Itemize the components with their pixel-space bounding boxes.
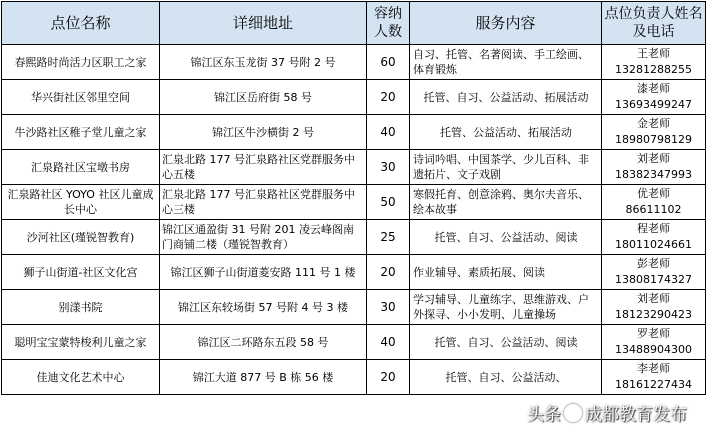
contact-phone: 13281288255 bbox=[615, 63, 692, 76]
cell-name: 汇泉路社区 YOYO 社区儿童成长中心 bbox=[2, 185, 160, 220]
contact-name: 漆老师 bbox=[637, 82, 670, 95]
cell-services: 托管、自习、公益活动、阅读 bbox=[410, 220, 602, 255]
contact-phone: 18123290423 bbox=[615, 308, 692, 321]
cell-capacity: 25 bbox=[367, 220, 410, 255]
header-contact: 点位负责人姓名及电话 bbox=[602, 2, 706, 45]
contact-phone: 13808174327 bbox=[615, 273, 692, 286]
cell-name: 聪明宝宝蒙特梭利儿童之家 bbox=[2, 325, 160, 360]
cell-contact bbox=[602, 185, 706, 220]
contact-name: 彭老师 bbox=[637, 257, 670, 270]
contact-phone: 86611102 bbox=[625, 203, 682, 216]
cell-capacity: 30 bbox=[367, 290, 410, 325]
study-room-table bbox=[1, 1, 706, 395]
cell-contact bbox=[602, 290, 706, 325]
cell-contact bbox=[602, 220, 706, 255]
cell-capacity: 60 bbox=[367, 45, 410, 80]
header-row bbox=[2, 2, 706, 45]
table-row bbox=[2, 150, 706, 185]
cell-name: 华兴街社区邻里空间 bbox=[2, 80, 160, 115]
cell-name: 别漾书院 bbox=[2, 290, 160, 325]
cell-contact bbox=[602, 150, 706, 185]
cell-name: 汇泉路社区宝墩书房 bbox=[2, 150, 160, 185]
table-row bbox=[2, 255, 706, 290]
cell-address: 锦江区牛沙横街 2 号 bbox=[160, 115, 367, 150]
cell-name: 佳迪文化艺术中心 bbox=[2, 360, 160, 395]
table-row bbox=[2, 220, 706, 255]
contact-name: 刘老师 bbox=[637, 152, 670, 165]
watermark-prefix: 头条 bbox=[527, 405, 561, 425]
contact-name: 金老师 bbox=[637, 117, 670, 130]
cell-services: 托管、自习、公益活动、阅读 bbox=[410, 325, 602, 360]
cell-services: 托管、自习、公益活动、拓展活动 bbox=[410, 80, 602, 115]
cell-capacity: 30 bbox=[367, 150, 410, 185]
table-row bbox=[2, 185, 706, 220]
cell-address: 锦江区东较场街 57 号附 4 号 3 楼 bbox=[160, 290, 367, 325]
table-row bbox=[2, 80, 706, 115]
cell-services: 托管、自习、公益活动、 bbox=[410, 360, 602, 395]
cell-address: 锦江区岳府街 58 号 bbox=[160, 80, 367, 115]
cell-address: 锦江区东玉龙街 37 号附 2 号 bbox=[160, 45, 367, 80]
table-row bbox=[2, 290, 706, 325]
watermark-text: 成都教育发布 bbox=[585, 405, 687, 425]
cell-contact bbox=[602, 45, 706, 80]
cell-contact bbox=[602, 325, 706, 360]
table-row bbox=[2, 115, 706, 150]
watermark bbox=[527, 400, 687, 425]
cell-contact bbox=[602, 115, 706, 150]
cell-name: 春熙路时尚活力区职工之家 bbox=[2, 45, 160, 80]
cell-address: 锦江区二环路东五段 58 号 bbox=[160, 325, 367, 360]
contact-name: 优老师 bbox=[637, 187, 670, 200]
table-row bbox=[2, 45, 706, 80]
cell-name: 沙河社区(瑾锐智教育) bbox=[2, 220, 160, 255]
cell-services: 作业辅导、素质拓展、阅读 bbox=[410, 255, 602, 290]
cell-contact bbox=[602, 80, 706, 115]
cell-capacity: 20 bbox=[367, 80, 410, 115]
contact-name: 程老师 bbox=[637, 222, 670, 235]
contact-phone: 13488904300 bbox=[615, 343, 692, 356]
contact-phone: 18161227434 bbox=[615, 378, 692, 391]
header-services: 服务内容 bbox=[410, 2, 602, 45]
contact-name: 李老师 bbox=[637, 362, 670, 375]
cell-capacity: 20 bbox=[367, 360, 410, 395]
contact-phone: 18011024661 bbox=[615, 238, 692, 251]
cell-address: 锦江区狮子山街道菱安路 111 号 1 楼 bbox=[160, 255, 367, 290]
contact-phone: 13693499247 bbox=[615, 98, 692, 111]
contact-phone: 18980798129 bbox=[615, 133, 692, 146]
table-row bbox=[2, 325, 706, 360]
cell-services: 托管、公益活动、拓展活动 bbox=[410, 115, 602, 150]
cell-name: 牛沙路社区稚子堂儿童之家 bbox=[2, 115, 160, 150]
cell-capacity: 40 bbox=[367, 325, 410, 360]
header-capacity: 容纳人数 bbox=[367, 2, 410, 45]
contact-name: 罗老师 bbox=[637, 327, 670, 340]
cell-address: 汇泉北路 177 号汇泉路社区党群服务中心五楼 bbox=[160, 150, 367, 185]
cell-name: 狮子山街道-社区文化宫 bbox=[2, 255, 160, 290]
contact-name: 王老师 bbox=[637, 47, 670, 60]
cell-services: 诗词吟唱、中国茶学、少儿百科、非遗拓片、文子戏剧 bbox=[410, 150, 602, 185]
cell-address: 汇泉北路 177 号汇泉路社区党群服务中心三楼 bbox=[160, 185, 367, 220]
cell-services: 寒假托育、创意涂鸦、奥尔夫音乐、绘本故事 bbox=[410, 185, 602, 220]
cell-capacity: 40 bbox=[367, 115, 410, 150]
header-address: 详细地址 bbox=[160, 2, 367, 45]
cell-address: 锦江区通盈街 31 号附 201 凌云峰阁南门商铺二楼（瑾锐智教育） bbox=[160, 220, 367, 255]
cell-services: 学习辅导、儿童练字、思维游戏、户外探寻、小小发明、儿童操场 bbox=[410, 290, 602, 325]
contact-name: 刘老师 bbox=[637, 292, 670, 305]
cell-capacity: 20 bbox=[367, 255, 410, 290]
contact-phone: 18382347993 bbox=[615, 168, 692, 181]
cell-address: 锦江大道 877 号 B 栋 56 楼 bbox=[160, 360, 367, 395]
cell-contact bbox=[602, 360, 706, 395]
watermark-logo-icon bbox=[564, 404, 582, 422]
cell-capacity: 50 bbox=[367, 185, 410, 220]
header-name: 点位名称 bbox=[2, 2, 160, 45]
table-row bbox=[2, 360, 706, 395]
cell-contact bbox=[602, 255, 706, 290]
cell-services: 自习、托管、名著阅读、手工绘画、体育锻炼 bbox=[410, 45, 602, 80]
